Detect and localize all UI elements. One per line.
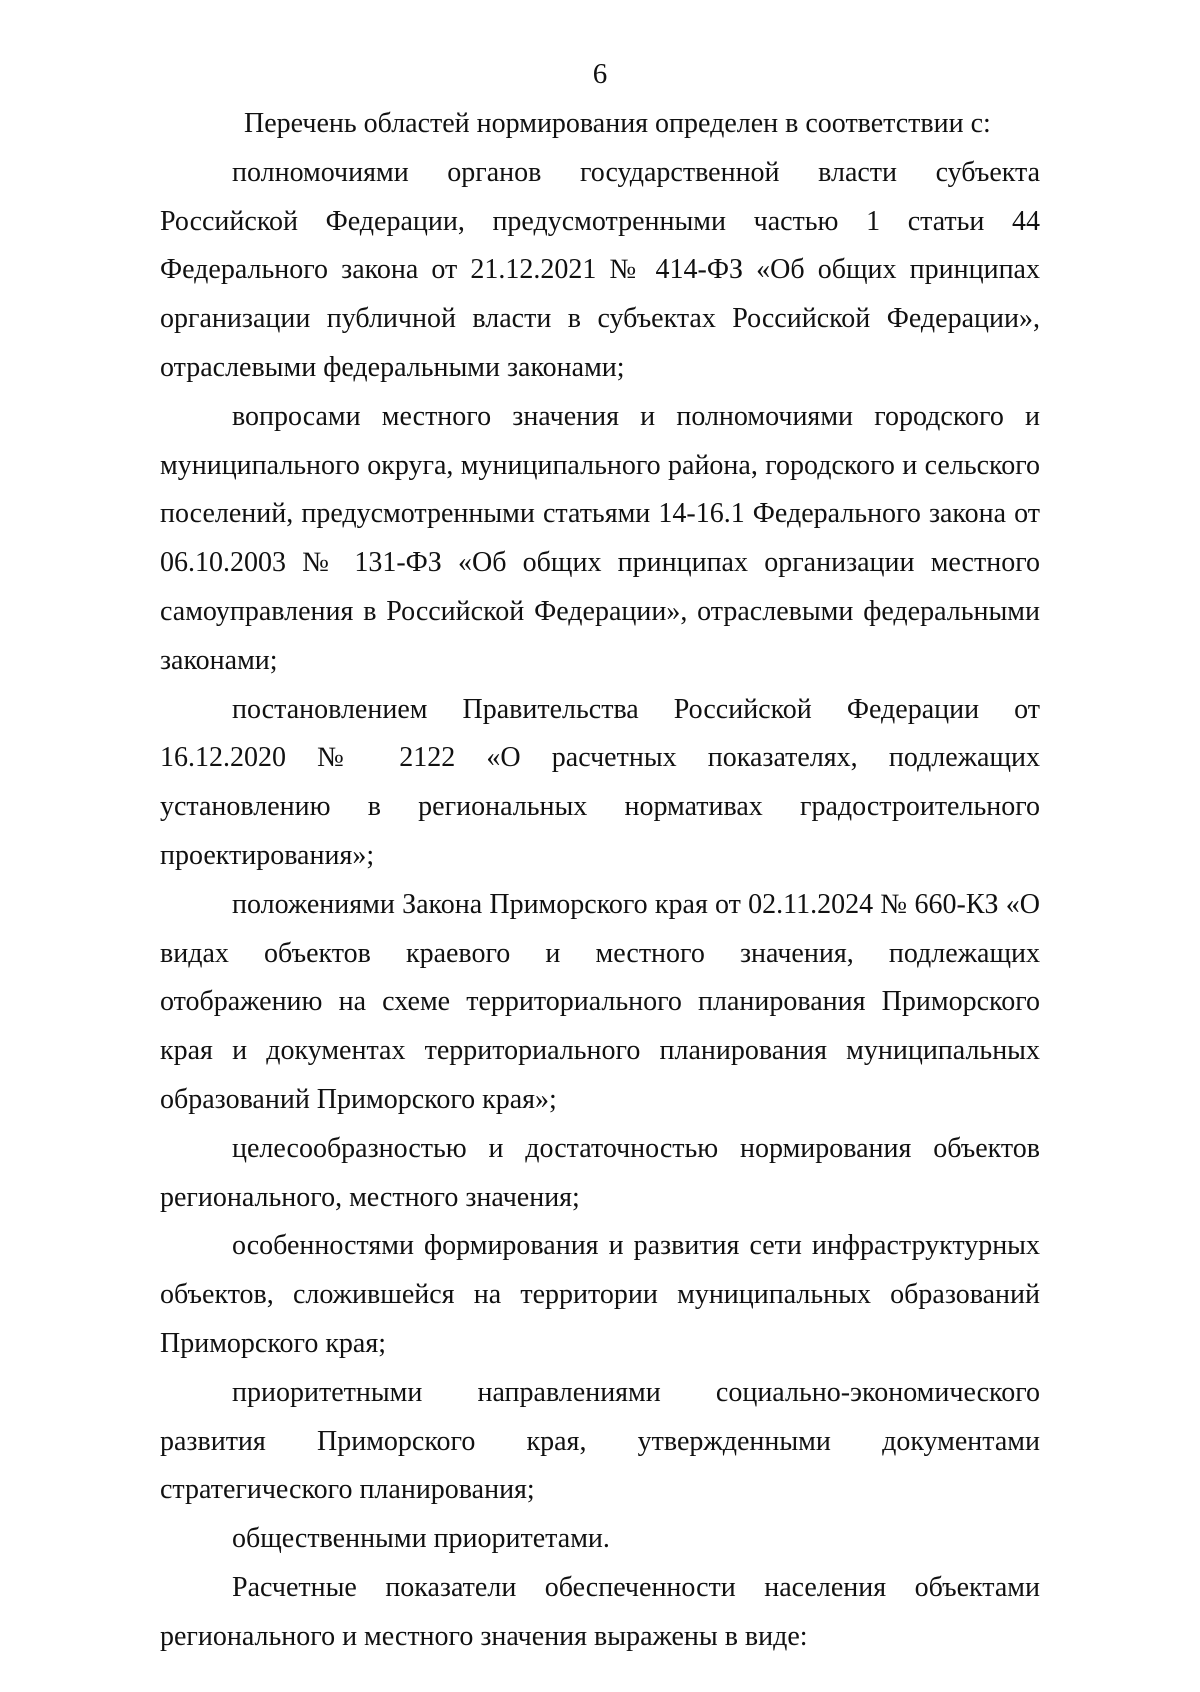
paragraph-intro: Перечень областей нормирования определен в соответствии с: bbox=[244, 108, 991, 139]
paragraph-primorsky-law: положениями Закона Приморского края от 02.11.2024 № 660-КЗ «О видах объектов краевого и местного значения, подлежащих отображению на схеме территориального планирования Приморского края и документах территориального планирования муниципальных образований Приморского края»; bbox=[160, 888, 1040, 1115]
paragraph-local-issues: вопросами местного значения и полномочиями городского и муниципального округа, муниципального района, городского и сельского поселений, предусмотренными статьями 14-16.1 Федерального закона от 06.10.2003 № 131-ФЗ «Об общих принципах организации местного самоуправления в Российской Федерации», отраслевыми федеральными законами; bbox=[160, 400, 1040, 676]
paragraph-indicators: Расчетные показатели обеспеченности населения объектами регионального и местного значения выражены в виде: bbox=[160, 1571, 1040, 1652]
paragraph-government-resolution: постановлением Правительства Российской Федерации от 16.12.2020 № 2122 «О расчетных показателях, подлежащих установлению в региональных нормативах градостроительного проектирования»; bbox=[160, 693, 1040, 871]
page-number: 6 bbox=[592, 58, 608, 90]
paragraph-priority-directions: приоритетными направлениями социально-экономического развития Приморского края, утвержденными документами стратегического планирования; bbox=[160, 1376, 1040, 1506]
paragraph-state-authority: полномочиями органов государственной власти субъекта Российской Федерации, предусмотренными частью 1 статьи 44 Федерального закона от 21.12.2021 № 414-ФЗ «Об общих принципах организации публичной власти в субъектах Российской Федерации», отраслевыми федеральными законами; bbox=[160, 156, 1040, 383]
document-body bbox=[160, 100, 1040, 1662]
paragraph-public-priorities: общественными приоритетами. bbox=[232, 1523, 610, 1555]
paragraph-expediency: целесообразностью и достаточностью нормирования объектов регионального, местного значения; bbox=[160, 1132, 1040, 1213]
paragraph-infrastructure: особенностями формирования и развития сети инфраструктурных объектов, сложившейся на территории муниципальных образований Приморского края; bbox=[160, 1230, 1040, 1359]
